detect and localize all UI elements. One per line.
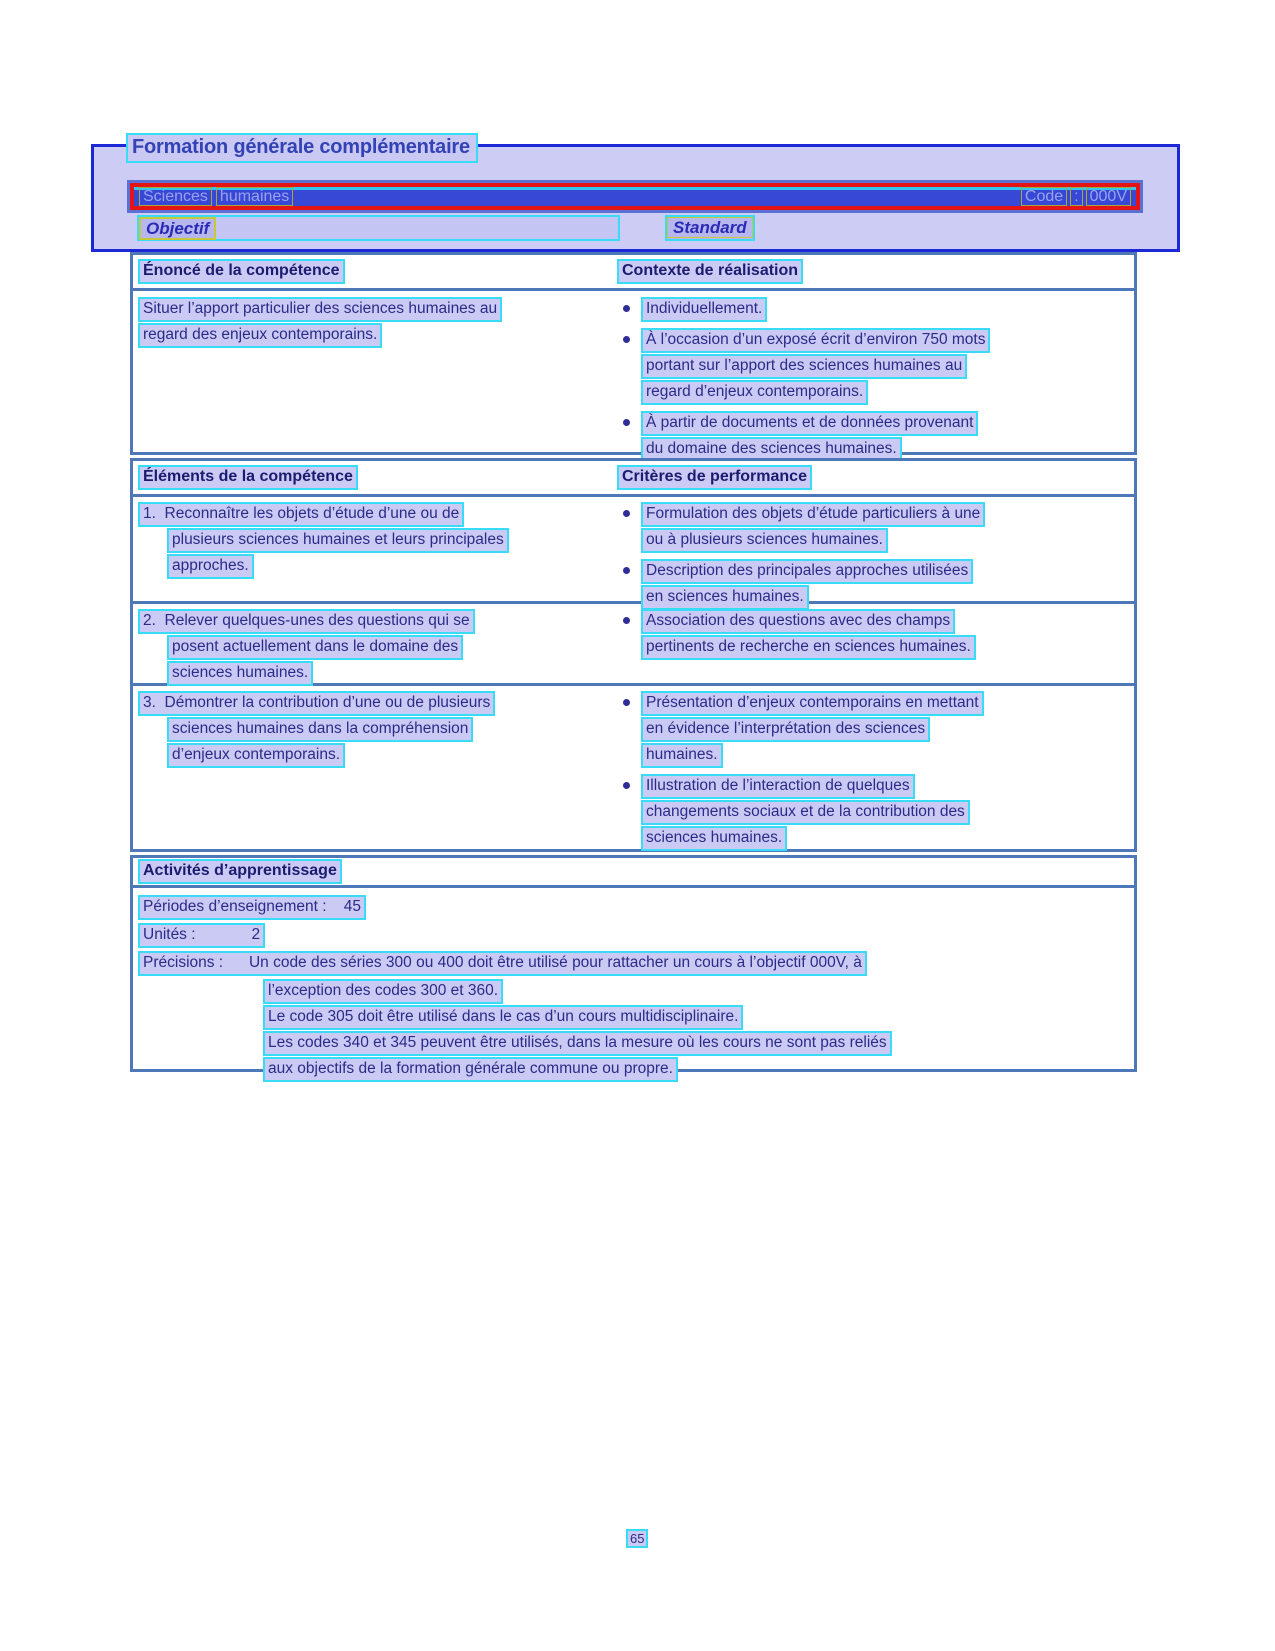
element-line: 1. Reconnaître les objets d’étude d’une ou de xyxy=(138,502,464,527)
bullet-icon xyxy=(623,567,630,574)
activities-title: Activités d’apprentissage xyxy=(138,859,342,884)
units-line: Unités : 2 xyxy=(138,923,265,948)
contexte-line: À l’occasion d’un exposé écrit d’environ 750 mots xyxy=(641,328,990,353)
page-number: 65 xyxy=(626,1529,648,1548)
code-bar-inner xyxy=(130,183,1140,210)
precisions-line: Les codes 340 et 345 peuvent être utilisés, dans la mesure où les cours ne sont pas reliés xyxy=(263,1031,892,1056)
code-group xyxy=(1018,187,1131,206)
critere-line: pertinents de recherche en sciences humaines. xyxy=(641,635,976,660)
code-value: 000V xyxy=(1086,187,1131,206)
critere-line: sciences humaines. xyxy=(641,826,787,851)
table2-header-row xyxy=(133,461,1134,497)
element-cell-2 xyxy=(138,609,475,687)
element-line: 3. Démontrer la contribution d’une ou de plusieurs xyxy=(138,691,495,716)
bullet-icon xyxy=(623,617,630,624)
critere-line: en évidence l’interprétation des sciences xyxy=(641,717,930,742)
table2-col1-header: Éléments de la compétence xyxy=(138,465,358,490)
critere-bullet-item xyxy=(620,609,976,661)
criteres-cell-1 xyxy=(620,502,985,616)
activities-box xyxy=(130,855,1137,1077)
element-cell-3 xyxy=(138,691,495,769)
code-label: Code xyxy=(1021,187,1067,206)
critere-line: Présentation d’enjeux contemporains en mettant xyxy=(641,691,984,716)
standard-column-box xyxy=(665,215,755,241)
table2-row-1 xyxy=(133,497,1134,604)
contexte-bullet-item xyxy=(620,411,990,463)
subject-word-sciences: Sciences xyxy=(139,187,212,206)
element-line: approches. xyxy=(167,554,254,579)
precisions-line: Le code 305 doit être utilisé dans le cas d’un cours multidisciplinaire. xyxy=(263,1005,743,1030)
bullet-icon xyxy=(623,699,630,706)
code-separator: : xyxy=(1070,187,1082,206)
table2-row-2 xyxy=(133,604,1134,686)
table1-col1-header: Énoncé de la compétence xyxy=(138,259,345,284)
element-line: sciences humaines. xyxy=(167,661,313,686)
element-line: posent actuellement dans le domaine des xyxy=(167,635,463,660)
precisions-line: l’exception des codes 300 et 360. xyxy=(263,979,503,1004)
code-bar xyxy=(127,180,1143,213)
contexte-line: regard d’enjeux contemporains. xyxy=(641,380,868,405)
contexte-line: Individuellement. xyxy=(641,297,767,322)
contexte-cell xyxy=(620,297,990,468)
subject-word-humaines: humaines xyxy=(216,187,293,206)
precisions-line: Précisions : Un code des séries 300 ou 400 doit être utilisé pour rattacher un cours à l’objectif 000V, à xyxy=(138,951,867,976)
contexte-bullet-item xyxy=(620,297,990,323)
element-line: d’enjeux contemporains. xyxy=(167,743,345,768)
table2-col2-header: Critères de performance xyxy=(617,465,812,490)
critere-line: Formulation des objets d’étude particuliers à une xyxy=(641,502,985,527)
element-cell-1 xyxy=(138,502,509,580)
critere-line: Illustration de l’interaction de quelques xyxy=(641,774,915,799)
table1-header-row xyxy=(133,255,1134,291)
objectif-column-box xyxy=(137,215,620,241)
bullet-icon xyxy=(623,419,630,426)
activities-body xyxy=(133,888,1134,1082)
element-line: plusieurs sciences humaines et leurs principales xyxy=(167,528,509,553)
enonce-line: Situer l’apport particulier des sciences humaines au xyxy=(138,297,502,322)
contexte-line: du domaine des sciences humaines. xyxy=(641,437,902,462)
table-elements-criteres xyxy=(130,458,1137,852)
bullet-icon xyxy=(623,782,630,789)
critere-line: humaines. xyxy=(641,743,723,768)
contexte-bullet-item xyxy=(620,328,990,406)
activities-header-row xyxy=(133,858,1134,888)
critere-line: changements sociaux et de la contribution des xyxy=(641,800,970,825)
bullet-icon xyxy=(623,305,630,312)
contexte-line: À partir de documents et de données provenant xyxy=(641,411,978,436)
enonce-cell xyxy=(138,297,502,349)
subject-label-group xyxy=(139,187,297,206)
table1-col2-header: Contexte de réalisation xyxy=(617,259,803,284)
bullet-icon xyxy=(623,336,630,343)
critere-bullet-item xyxy=(620,691,984,769)
section-title: Formation générale complémentaire xyxy=(126,133,478,163)
criteres-cell-2 xyxy=(620,609,976,666)
enonce-line: regard des enjeux contemporains. xyxy=(138,323,382,348)
standard-label: Standard xyxy=(667,217,753,238)
table2-row-3 xyxy=(133,686,1134,846)
element-line: 2. Relever quelques-unes des questions qui se xyxy=(138,609,475,634)
precisions-line: aux objectifs de la formation générale commune ou propre. xyxy=(263,1057,678,1082)
critere-bullet-item xyxy=(620,502,985,554)
critere-line: Description des principales approches utilisées xyxy=(641,559,973,584)
bullet-icon xyxy=(623,510,630,517)
contexte-line: portant sur l’apport des sciences humaines au xyxy=(641,354,967,379)
critere-bullet-item xyxy=(620,774,984,852)
critere-line: Association des questions avec des champs xyxy=(641,609,955,634)
critere-line: en sciences humaines. xyxy=(641,585,809,610)
critere-line: ou à plusieurs sciences humaines. xyxy=(641,528,888,553)
table-enonce-contexte xyxy=(130,252,1137,455)
criteres-cell-3 xyxy=(620,691,984,857)
element-line: sciences humaines dans la compréhension xyxy=(167,717,473,742)
periods-line: Périodes d’enseignement : 45 xyxy=(138,895,366,920)
objectif-label: Objectif xyxy=(139,217,216,240)
